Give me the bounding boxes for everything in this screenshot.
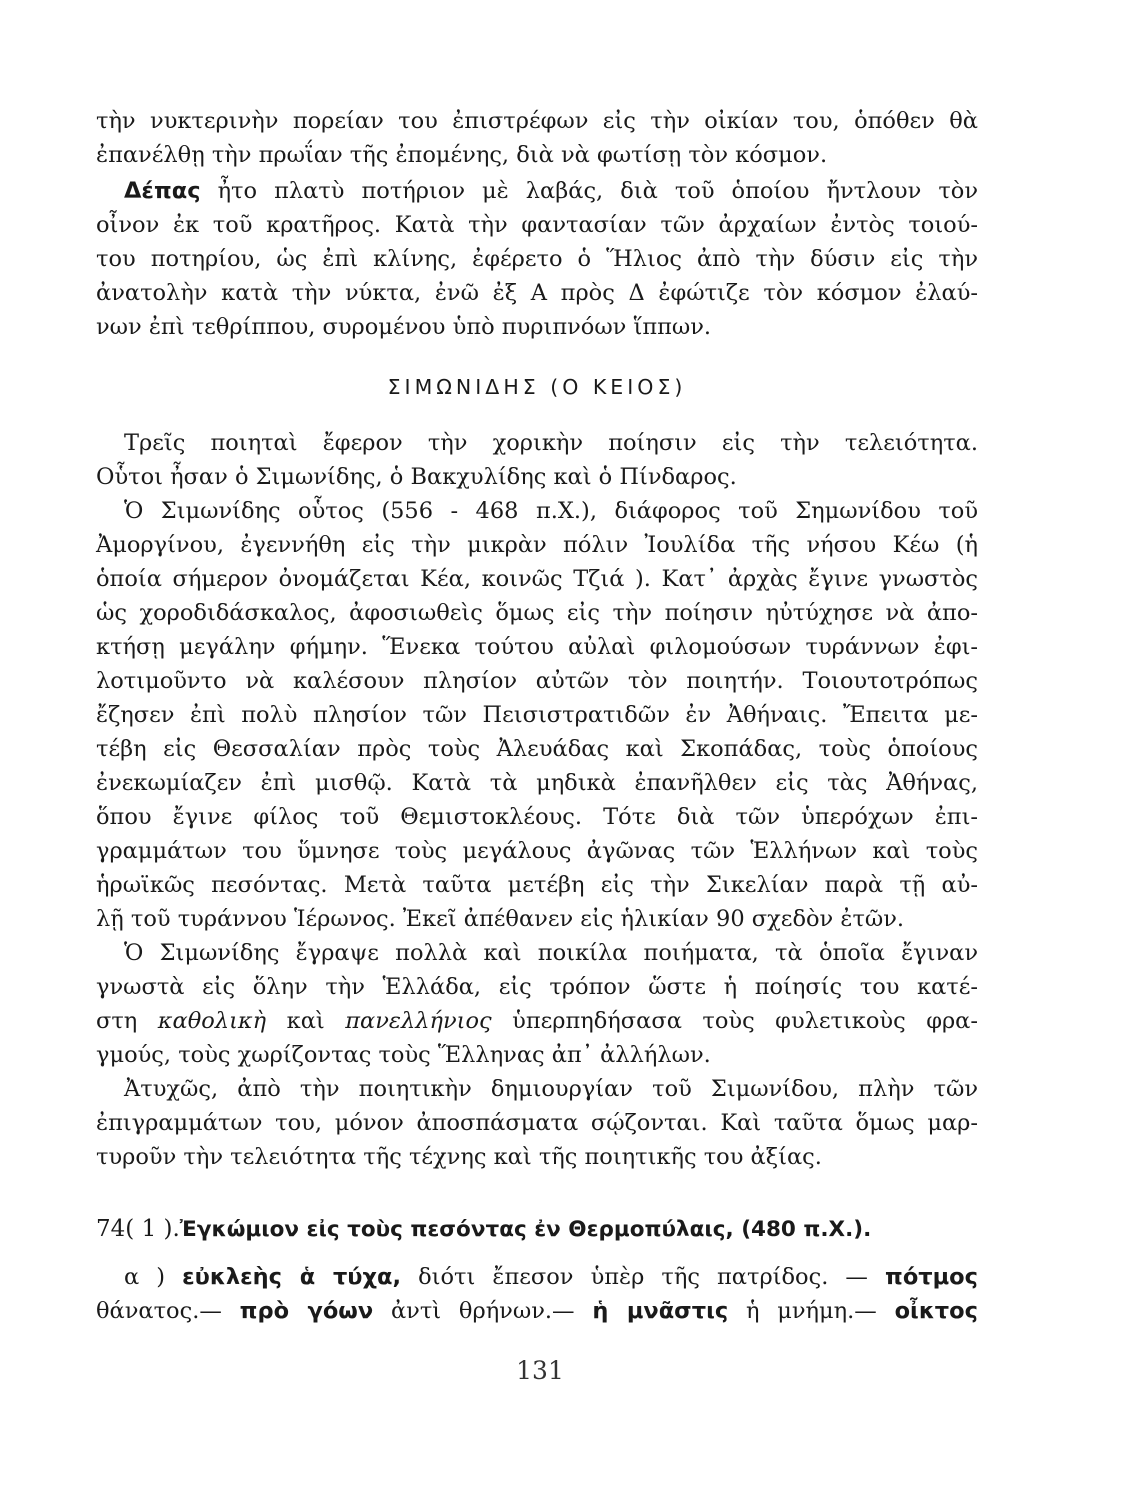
- text-line: ἐνεκωμίαζεν ἐπὶ μισθῷ. Κατὰ τὰ μηδικὰ ἐπανῆλθεν εἰς τὰς Ἀθήνας,: [96, 770, 978, 796]
- gloss-definition: θάνατος.—: [96, 1298, 240, 1324]
- gloss-term: οἶκτος: [894, 1298, 978, 1324]
- text-line: ἐπανέλθῃ τὴν πρωΐαν τῆς ἐπομένης, διὰ νὰ φωτίσῃ τὸν κόσμον.: [96, 142, 828, 168]
- text-run: καὶ: [266, 1008, 346, 1034]
- text-line: γμούς, τοὺς χωρίζοντας τοὺς Ἕλληνας ἀπ᾽ ἀλλήλων.: [96, 1042, 711, 1068]
- gloss-term: πότμος: [885, 1264, 978, 1290]
- italic-term-katholiki: καθολικὴ: [157, 1008, 267, 1034]
- footnote-ref: ( 1 ).: [125, 1216, 180, 1242]
- section-title: ΣΙΜΩΝΙΔΗΣ (Ο ΚΕΙΟΣ): [387, 375, 687, 399]
- text-line: οἶνον ἐκ τοῦ κρατῆρος. Κατὰ τὴν φαντασίαν τῶν ἀρχαίων ἐντὸς τοιού-: [96, 212, 978, 238]
- italic-term-panellinios: πανελλήνιος: [345, 1008, 492, 1034]
- page-number: 131: [516, 1356, 564, 1385]
- text-line: λοτιμοῦντο νὰ καλέσουν πλησίον αὐτῶν τὸν ποιητήν. Τοιουτοτρόπως: [96, 668, 978, 694]
- text-line: κτήσῃ μεγάλην φήμην. Ἕνεκα τούτου αὐλαὶ φιλομούσων τυράννων ἐφι-: [96, 634, 978, 660]
- simonides-biography: [96, 426, 978, 1174]
- text-line: [96, 1004, 978, 1038]
- term-depas: Δέπας: [124, 178, 201, 204]
- text-line: Ἀτυχῶς, ἀπὸ τὴν ποιητικὴν δημιουργίαν τοῦ Σιμωνίδου, πλὴν τῶν: [124, 1076, 978, 1102]
- text-line: [96, 174, 978, 208]
- text-run: ἦτο πλατὺ ποτήριον μὲ λαβάς, διὰ τοῦ ὁποίου ἤντλουν τὸν: [200, 178, 978, 204]
- text-line: ὅπου ἔγινε φίλος τοῦ Θεμιστοκλέους. Τότε διὰ τῶν ὑπερόχων ἐπι-: [96, 804, 978, 830]
- text-line: ὁποία σήμερον ὀνομάζεται Κέα, κοινῶς Τζιά ). Κατ᾽ ἀρχὰς ἔγινε γνωστὸς: [96, 566, 978, 592]
- text-line: γραμμάτων του ὕμνησε τοὺς μεγάλους ἀγῶνας τῶν Ἑλλήνων καὶ τοὺς: [96, 838, 978, 864]
- text-line: νων ἐπὶ τεθρίππου, συρομένου ὑπὸ πυριπνόων ἵππων.: [96, 314, 712, 340]
- text-line: ἡρωϊκῶς πεσόντας. Μετὰ ταῦτα μετέβη εἰς τὴν Σικελίαν παρὰ τῇ αὐ-: [96, 872, 978, 898]
- item-number: 74: [96, 1216, 126, 1242]
- text-line: ἔζησεν ἐπὶ πολὺ πλησίον τῶν Πεισιστρατιδῶν ἐν Ἀθήναις. Ἔπειτα με-: [96, 702, 978, 728]
- text-line: Ὁ Σιμωνίδης ἔγραψε πολλὰ καὶ ποικίλα ποιήματα, τὰ ὁποῖα ἔγιναν: [124, 940, 978, 966]
- text-line: ἀνατολὴν κατὰ τὴν νύκτα, ἐνῶ ἐξ Α πρὸς Δ ἐφώτιζε τὸν κόσμον ἐλαύ-: [96, 280, 978, 306]
- gloss-definition: διότι ἔπεσον ὑπὲρ τῆς πατρίδος. —: [401, 1264, 886, 1290]
- text-line: ἐπιγραμμάτων του, μόνον ἀποσπάσματα σῴζονται. Καὶ ταῦτα ὅμως μαρ-: [96, 1110, 978, 1136]
- item-title: Ἐγκώμιον εἰς τοὺς πεσόντας ἐν Θερμοπύλαις, (480 π.Χ.).: [179, 1217, 872, 1242]
- gloss-term: πρὸ γόων: [239, 1298, 374, 1324]
- gloss-term: ἡ μνᾶστις: [592, 1298, 729, 1324]
- text-run: ὑπερπηδήσασα τοὺς φυλετικοὺς φρα-: [491, 1008, 978, 1034]
- gloss-definition: ἀντὶ θρήνων.—: [373, 1298, 593, 1324]
- text-line: τέβη εἰς Θεσσαλίαν πρὸς τοὺς Ἀλευάδας καὶ Σκοπάδας, τοὺς ὁποίους: [96, 736, 978, 762]
- text-line: λῇ τοῦ τυράννου Ἱέρωνος. Ἐκεῖ ἀπέθανεν εἰς ἡλικίαν 90 σχεδὸν ἐτῶν.: [96, 906, 905, 932]
- paragraph-depas-definition: [96, 174, 978, 344]
- text-line: του ποτηρίου, ὡς ἐπὶ κλίνης, ἐφέρετο ὁ Ἥλιος ἀπὸ τὴν δύσιν εἰς τὴν: [96, 246, 978, 272]
- text-line: Τρεῖς ποιηταὶ ἔφερον τὴν χορικὴν ποίησιν εἰς τὴν τελειότητα.: [124, 430, 978, 456]
- text-line: [96, 1294, 978, 1328]
- text-line: τὴν νυκτερινὴν πορείαν του ἐπιστρέφων εἰς τὴν οἰκίαν του, ὁπόθεν θὰ: [96, 108, 978, 134]
- gloss-term: εὐκλεὴς ἁ τύχα,: [182, 1264, 402, 1290]
- gloss-definition: ἡ μνήμη.—: [728, 1298, 895, 1324]
- paragraph-helios-journey: [96, 104, 978, 172]
- glossary-notes: [96, 1260, 978, 1328]
- text-line: ὡς χοροδιδάσκαλος, ἀφοσιωθεὶς ὅμως εἰς τὴν ποίησιν ηὐτύχησε νὰ ἀπο-: [96, 600, 978, 626]
- text-line: [96, 1260, 978, 1294]
- text-line: γνωστὰ εἰς ὅλην τὴν Ἑλλάδα, εἰς τρόπον ὥστε ἡ ποίησίς του κατέ-: [96, 974, 978, 1000]
- text-run: στη: [96, 1008, 158, 1034]
- text-line: τυροῦν τὴν τελειότητα τῆς τέχνης καὶ τῆς ποιητικῆς του ἀξίας.: [96, 1144, 822, 1170]
- text-line: Οὗτοι ἦσαν ὁ Σιμωνίδης, ὁ Βακχυλίδης καὶ ὁ Πίνδαρος.: [96, 464, 737, 490]
- text-line: Ὁ Σιμωνίδης οὗτος (556 - 468 π.Χ.), διάφορος τοῦ Σημωνίδου τοῦ: [124, 498, 978, 524]
- note-label: α ): [124, 1264, 183, 1290]
- poem-item-heading: [96, 1212, 978, 1247]
- text-line: Ἀμοργίνου, ἐγεννήθη εἰς τὴν μικρὰν πόλιν Ἰουλίδα τῆς νήσου Κέω (ἡ: [96, 532, 978, 558]
